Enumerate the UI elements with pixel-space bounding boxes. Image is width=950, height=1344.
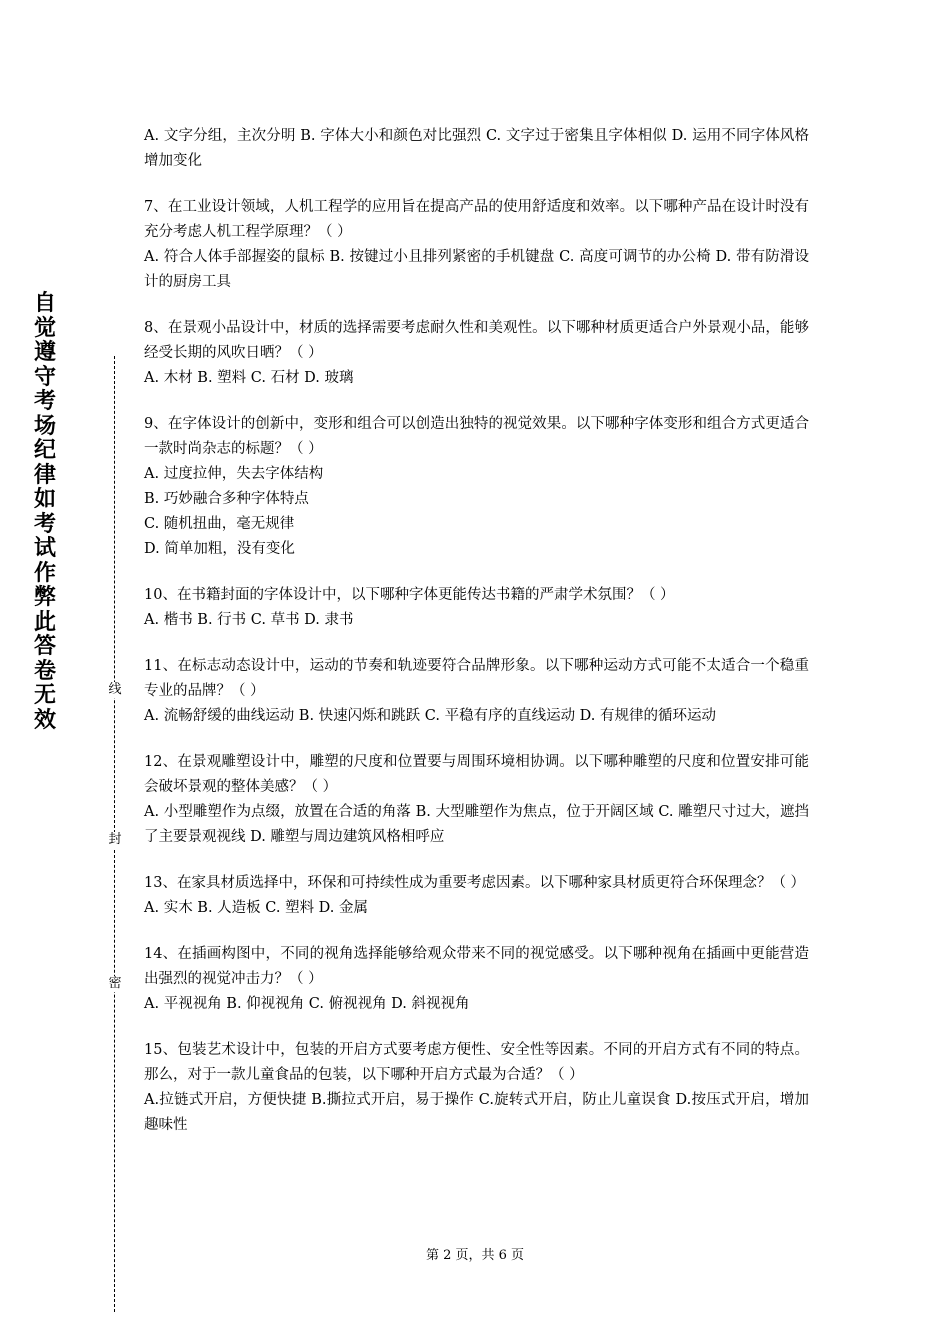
- warning-char: 纪: [33, 438, 56, 463]
- option-line: A. 符合人体手部握姿的鼠标 B. 按键过小且排列紧密的手机键盘 C. 高度可调节的办公椅 D. 带有防滑设计的厨房工具: [144, 249, 809, 290]
- option-c: C. 随机扭曲，毫无规律: [144, 516, 295, 532]
- warning-char: 此: [33, 609, 56, 635]
- question-14: [144, 942, 809, 1017]
- question-stem: 8、在景观小品设计中，材质的选择需要考虑耐久性和美观性。以下哪种材质更适合户外景观小品，能够经受长期的风吹日晒？（ ）: [144, 320, 809, 361]
- question-7: [144, 195, 809, 295]
- question-list: [144, 124, 809, 1159]
- option-line: A. 楷书 B. 行书 C. 草书 D. 隶书: [144, 612, 354, 628]
- warning-char: 卷: [33, 658, 56, 684]
- option-line: A. 实木 B. 人造板 C. 塑料 D. 金属: [144, 900, 369, 916]
- option-line: A. 小型雕塑作为点缀，放置在合适的角落 B. 大型雕塑作为焦点，位于开阔区域 C. 雕塑尺寸过大，遮挡了主要景观视线 D. 雕塑与周边建筑风格相呼应: [144, 804, 809, 845]
- warning-char: 作: [33, 560, 56, 586]
- warning-char: 场: [33, 413, 56, 439]
- warning-char: 考: [33, 511, 56, 537]
- warning-char: 答: [33, 634, 56, 659]
- option-line: A. 文字分组，主次分明 B. 字体大小和颜色对比强烈 C. 文字过于密集且字体相似 D. 运用不同字体风格增加变化: [144, 128, 809, 169]
- option-b: B. 巧妙融合多种字体特点: [144, 491, 309, 507]
- warning-char: 弊: [33, 585, 56, 610]
- question-10: [144, 583, 809, 633]
- question-12: [144, 750, 809, 850]
- question-stem: 7、在工业设计领域，人机工程学的应用旨在提高产品的使用舒适度和效率。以下哪种产品在设计时没有充分考虑人机工程学原理？（ ）: [144, 199, 809, 240]
- question-stem: 10、在书籍封面的字体设计中，以下哪种字体更能传达书籍的严肃学术氛围？（ ）: [144, 587, 675, 603]
- warning-char: 无: [33, 683, 56, 708]
- warning-char: 守: [33, 364, 56, 390]
- question-11: [144, 654, 809, 729]
- question-stem: 11、在标志动态设计中，运动的节奏和轨迹要符合品牌形象。以下哪种运动方式可能不太适合一个稳重专业的品牌？（ ）: [144, 658, 809, 699]
- question-6-options: [144, 124, 809, 174]
- warning-char: 如: [33, 487, 56, 512]
- seal-char-secret: 密: [106, 976, 124, 992]
- seal-char-line: 线: [106, 682, 124, 698]
- option-line: A. 平视视角 B. 仰视视角 C. 俯视视角 D. 斜视视角: [144, 996, 470, 1012]
- question-stem: 13、在家具材质选择中，环保和可持续性成为重要考虑因素。以下哪种家具材质更符合环保理念？（ ）: [144, 875, 806, 891]
- question-9: [144, 412, 809, 562]
- exam-discipline-warning: [28, 292, 62, 733]
- option-d: D. 简单加粗，没有变化: [144, 541, 295, 557]
- page-number: 第 2 页，共 6 页: [425, 1248, 525, 1263]
- question-8: [144, 316, 809, 391]
- question-stem: 15、包装艺术设计中，包装的开启方式要考虑方便性、安全性等因素。不同的开启方式有不同的特点。那么，对于一款儿童食品的包装，以下哪种开启方式最为合适？（ ）: [144, 1042, 809, 1083]
- question-stem: 12、在景观雕塑设计中，雕塑的尺度和位置要与周围环境相协调。以下哪种雕塑的尺度和位置安排可能会破坏景观的整体美感？（ ）: [144, 754, 809, 795]
- warning-char: 自: [33, 291, 56, 316]
- warning-char: 效: [33, 707, 56, 733]
- question-13: [144, 871, 809, 921]
- warning-char: 考: [33, 389, 56, 414]
- question-stem: 14、在插画构图中，不同的视角选择能够给观众带来不同的视觉感受。以下哪种视角在插画中更能营造出强烈的视觉冲击力？（ ）: [144, 946, 809, 987]
- warning-char: 律: [33, 462, 56, 488]
- seal-char-seal: 封: [106, 832, 124, 848]
- warning-char: 遵: [33, 340, 56, 365]
- warning-char: 试: [33, 536, 56, 561]
- option-a: A. 过度拉伸，失去字体结构: [144, 466, 324, 482]
- option-line: A. 木材 B. 塑料 C. 石材 D. 玻璃: [144, 370, 354, 386]
- question-stem: 9、在字体设计的创新中，变形和组合可以创造出独特的视觉效果。以下哪种字体变形和组合方式更适合一款时尚杂志的标题？（ ）: [144, 416, 809, 457]
- warning-char: 觉: [33, 315, 56, 341]
- option-line: A. 流畅舒缓的曲线运动 B. 快速闪烁和跳跃 C. 平稳有序的直线运动 D. 有规律的循环运动: [144, 708, 717, 724]
- option-line: A.拉链式开启，方便快捷 B.撕拉式开启，易于操作 C.旋转式开启，防止儿童误食 D.按压式开启，增加趣味性: [144, 1092, 809, 1133]
- question-15: [144, 1038, 809, 1138]
